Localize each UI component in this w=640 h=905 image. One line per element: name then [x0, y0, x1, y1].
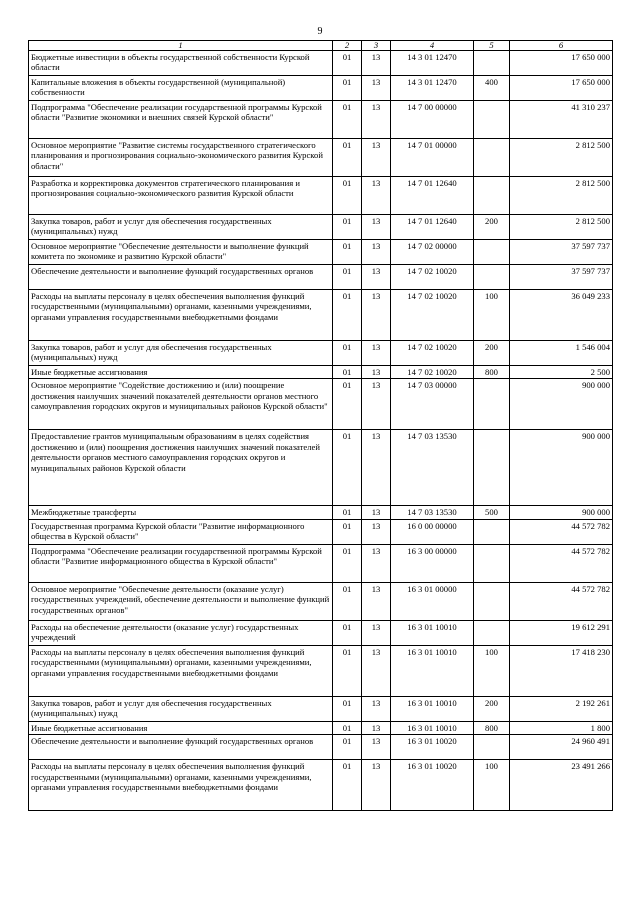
- row-subsection: 13: [362, 366, 391, 379]
- row-name: Основное мероприятие "Обеспечение деятельности (оказание услуг) государственных учреждений, обеспечение деятельности и выполнение функций государственных органов": [29, 582, 333, 620]
- row-amount: 44 572 782: [510, 544, 613, 582]
- row-expense-type: 200: [474, 341, 510, 366]
- row-target-article: 16 3 01 10010: [391, 696, 474, 721]
- row-target-article: 14 7 02 10020: [391, 290, 474, 341]
- row-section: 01: [333, 721, 362, 734]
- row-amount: 44 572 782: [510, 519, 613, 544]
- row-name: Основное мероприятие "Развитие системы государственного стратегического планирования и прогнозирования социально-экономического развития Курской области": [29, 139, 333, 177]
- row-section: 01: [333, 582, 362, 620]
- row-section: 01: [333, 366, 362, 379]
- row-section: 01: [333, 76, 362, 101]
- row-subsection: 13: [362, 519, 391, 544]
- row-subsection: 13: [362, 265, 391, 290]
- row-expense-type: 800: [474, 721, 510, 734]
- row-target-article: 14 7 02 00000: [391, 240, 474, 265]
- row-amount: 2 192 261: [510, 696, 613, 721]
- row-name: Основное мероприятие "Обеспечение деятельности и выполнение функций комитета по экономике и развитию Курской области": [29, 240, 333, 265]
- row-expense-type: [474, 430, 510, 506]
- row-name: Бюджетные инвестиции в объекты государственной собственности Курской области: [29, 51, 333, 76]
- table-row: [29, 265, 613, 290]
- table-row: [29, 506, 613, 519]
- table-row: [29, 341, 613, 366]
- row-subsection: 13: [362, 51, 391, 76]
- header-col-subsection: 3: [362, 41, 391, 51]
- table-row: [29, 76, 613, 101]
- row-section: 01: [333, 379, 362, 430]
- row-expense-type: [474, 379, 510, 430]
- header-row: [29, 41, 613, 51]
- row-expense-type: [474, 620, 510, 645]
- row-amount: 1 800: [510, 721, 613, 734]
- header-col-amount: 6: [510, 41, 613, 51]
- row-expense-type: [474, 51, 510, 76]
- table-row: [29, 582, 613, 620]
- row-name: Предоставление грантов муниципальным образованиям в целях содействия достижению и (или) поощрения достижения наилучших значений показателей деятельности органов местного самоуправления городских округов и муниципальных районов Курской области: [29, 430, 333, 506]
- row-amount: 900 000: [510, 379, 613, 430]
- row-section: 01: [333, 430, 362, 506]
- row-subsection: 13: [362, 430, 391, 506]
- table-row: [29, 696, 613, 721]
- row-amount: 900 000: [510, 430, 613, 506]
- row-target-article: 16 3 01 10020: [391, 760, 474, 811]
- header-col-expense-type: 5: [474, 41, 510, 51]
- row-expense-type: [474, 139, 510, 177]
- table-row: [29, 760, 613, 811]
- row-expense-type: 100: [474, 645, 510, 696]
- row-subsection: 13: [362, 645, 391, 696]
- row-section: 01: [333, 139, 362, 177]
- row-subsection: 13: [362, 735, 391, 760]
- row-subsection: 13: [362, 696, 391, 721]
- row-section: 01: [333, 620, 362, 645]
- row-target-article: 14 7 00 00000: [391, 101, 474, 139]
- row-target-article: 14 3 01 12470: [391, 76, 474, 101]
- row-target-article: 14 7 02 10020: [391, 366, 474, 379]
- row-amount: 1 546 004: [510, 341, 613, 366]
- row-name: Расходы на выплаты персоналу в целях обеспечения выполнения функций государственными (муниципальными) органами, казенными учреждениями, органами управления государственными внебюджетными фондами: [29, 760, 333, 811]
- row-amount: 2 812 500: [510, 139, 613, 177]
- row-amount: 2 812 500: [510, 177, 613, 215]
- table-row: [29, 379, 613, 430]
- row-name: Расходы на выплаты персоналу в целях обеспечения выполнения функций государственными (муниципальными) органами, казенными учреждениями, органами управления государственными внебюджетными фондами: [29, 290, 333, 341]
- header-col-section: 2: [333, 41, 362, 51]
- row-subsection: 13: [362, 760, 391, 811]
- row-name: Основное мероприятие "Содействие достижению и (или) поощрение достижения наилучших значений показателей деятельности органов местного самоуправления городских округов и муниципальных районов Курской области": [29, 379, 333, 430]
- row-target-article: 14 7 02 10020: [391, 265, 474, 290]
- row-amount: 36 049 233: [510, 290, 613, 341]
- row-section: 01: [333, 215, 362, 240]
- row-subsection: 13: [362, 101, 391, 139]
- row-amount: 24 960 491: [510, 735, 613, 760]
- row-amount: 37 597 737: [510, 265, 613, 290]
- row-amount: 17 418 230: [510, 645, 613, 696]
- row-section: 01: [333, 735, 362, 760]
- table-row: [29, 620, 613, 645]
- row-expense-type: [474, 519, 510, 544]
- table-row: [29, 290, 613, 341]
- row-subsection: 13: [362, 240, 391, 265]
- row-subsection: 13: [362, 290, 391, 341]
- row-amount: 17 650 000: [510, 51, 613, 76]
- budget-table: [28, 40, 613, 811]
- row-target-article: 14 7 01 12640: [391, 215, 474, 240]
- row-name: Подпрограмма "Обеспечение реализации государственной программы Курской области "Развитие экономики и внешних связей Курской области": [29, 101, 333, 139]
- row-name: Подпрограмма "Обеспечение реализации государственной программы Курской области "Развитие информационного общества в Курской области": [29, 544, 333, 582]
- row-amount: 900 000: [510, 506, 613, 519]
- row-name: Закупка товаров, работ и услуг для обеспечения государственных (муниципальных) нужд: [29, 215, 333, 240]
- row-target-article: 14 7 02 10020: [391, 341, 474, 366]
- row-target-article: 14 7 03 00000: [391, 379, 474, 430]
- row-target-article: 16 3 01 00000: [391, 582, 474, 620]
- page-number: 9: [317, 26, 323, 37]
- row-section: 01: [333, 519, 362, 544]
- row-name: Межбюджетные трансферты: [29, 506, 333, 519]
- row-section: 01: [333, 506, 362, 519]
- row-expense-type: 800: [474, 366, 510, 379]
- row-name: Иные бюджетные ассигнования: [29, 366, 333, 379]
- row-target-article: 14 7 01 00000: [391, 139, 474, 177]
- row-section: 01: [333, 760, 362, 811]
- row-target-article: 14 3 01 12470: [391, 51, 474, 76]
- row-expense-type: [474, 544, 510, 582]
- row-amount: 19 612 291: [510, 620, 613, 645]
- row-expense-type: [474, 240, 510, 265]
- row-target-article: 16 3 01 10010: [391, 620, 474, 645]
- table-row: [29, 721, 613, 734]
- row-name: Разработка и корректировка документов стратегического планирования и прогнозирования социально-экономического развития Курской области: [29, 177, 333, 215]
- row-expense-type: [474, 735, 510, 760]
- table-row: [29, 519, 613, 544]
- table-row: [29, 430, 613, 506]
- table-row: [29, 544, 613, 582]
- table-row: [29, 177, 613, 215]
- table-row: [29, 215, 613, 240]
- row-target-article: 14 7 01 12640: [391, 177, 474, 215]
- table-row: [29, 735, 613, 760]
- row-amount: 2 500: [510, 366, 613, 379]
- row-target-article: 14 7 03 13530: [391, 430, 474, 506]
- row-subsection: 13: [362, 506, 391, 519]
- row-name: Капитальные вложения в объекты государственной (муниципальной) собственности: [29, 76, 333, 101]
- row-name: Расходы на обеспечение деятельности (оказание услуг) государственных учреждений: [29, 620, 333, 645]
- row-expense-type: 200: [474, 696, 510, 721]
- header-col-name: 1: [29, 41, 333, 51]
- row-section: 01: [333, 51, 362, 76]
- table-row: [29, 139, 613, 177]
- row-expense-type: [474, 177, 510, 215]
- row-expense-type: [474, 101, 510, 139]
- row-name: Обеспечение деятельности и выполнение функций государственных органов: [29, 265, 333, 290]
- row-section: 01: [333, 177, 362, 215]
- row-subsection: 13: [362, 76, 391, 101]
- row-section: 01: [333, 341, 362, 366]
- row-amount: 2 812 500: [510, 215, 613, 240]
- row-target-article: 14 7 03 13530: [391, 506, 474, 519]
- row-amount: 41 310 237: [510, 101, 613, 139]
- row-amount: 44 572 782: [510, 582, 613, 620]
- row-section: 01: [333, 696, 362, 721]
- table-row: [29, 101, 613, 139]
- row-name: Иные бюджетные ассигнования: [29, 721, 333, 734]
- row-expense-type: [474, 582, 510, 620]
- row-subsection: 13: [362, 620, 391, 645]
- header-col-target-article: 4: [391, 41, 474, 51]
- row-target-article: 16 0 00 00000: [391, 519, 474, 544]
- row-target-article: 16 3 01 10010: [391, 645, 474, 696]
- row-section: 01: [333, 645, 362, 696]
- row-section: 01: [333, 240, 362, 265]
- row-section: 01: [333, 544, 362, 582]
- row-expense-type: 100: [474, 290, 510, 341]
- row-subsection: 13: [362, 215, 391, 240]
- row-amount: 23 491 266: [510, 760, 613, 811]
- row-section: 01: [333, 265, 362, 290]
- row-name: Закупка товаров, работ и услуг для обеспечения государственных (муниципальных) нужд: [29, 341, 333, 366]
- row-expense-type: [474, 265, 510, 290]
- row-expense-type: 500: [474, 506, 510, 519]
- row-subsection: 13: [362, 139, 391, 177]
- row-name: Государственная программа Курской области "Развитие информационного общества в Курской области": [29, 519, 333, 544]
- row-target-article: 16 3 01 10020: [391, 735, 474, 760]
- table-row: [29, 240, 613, 265]
- row-name: Обеспечение деятельности и выполнение функций государственных органов: [29, 735, 333, 760]
- row-amount: 37 597 737: [510, 240, 613, 265]
- row-amount: 17 650 000: [510, 76, 613, 101]
- row-subsection: 13: [362, 177, 391, 215]
- row-name: Закупка товаров, работ и услуг для обеспечения государственных (муниципальных) нужд: [29, 696, 333, 721]
- row-name: Расходы на выплаты персоналу в целях обеспечения выполнения функций государственными (муниципальными) органами, казенными учреждениями, органами управления государственными внебюджетными фондами: [29, 645, 333, 696]
- row-subsection: 13: [362, 341, 391, 366]
- row-expense-type: 400: [474, 76, 510, 101]
- row-subsection: 13: [362, 544, 391, 582]
- row-section: 01: [333, 290, 362, 341]
- row-expense-type: 100: [474, 760, 510, 811]
- table-row: [29, 51, 613, 76]
- table-row: [29, 645, 613, 696]
- row-target-article: 16 3 00 00000: [391, 544, 474, 582]
- row-section: 01: [333, 101, 362, 139]
- table-row: [29, 366, 613, 379]
- row-expense-type: 200: [474, 215, 510, 240]
- row-subsection: 13: [362, 582, 391, 620]
- row-subsection: 13: [362, 721, 391, 734]
- row-target-article: 16 3 01 10010: [391, 721, 474, 734]
- row-subsection: 13: [362, 379, 391, 430]
